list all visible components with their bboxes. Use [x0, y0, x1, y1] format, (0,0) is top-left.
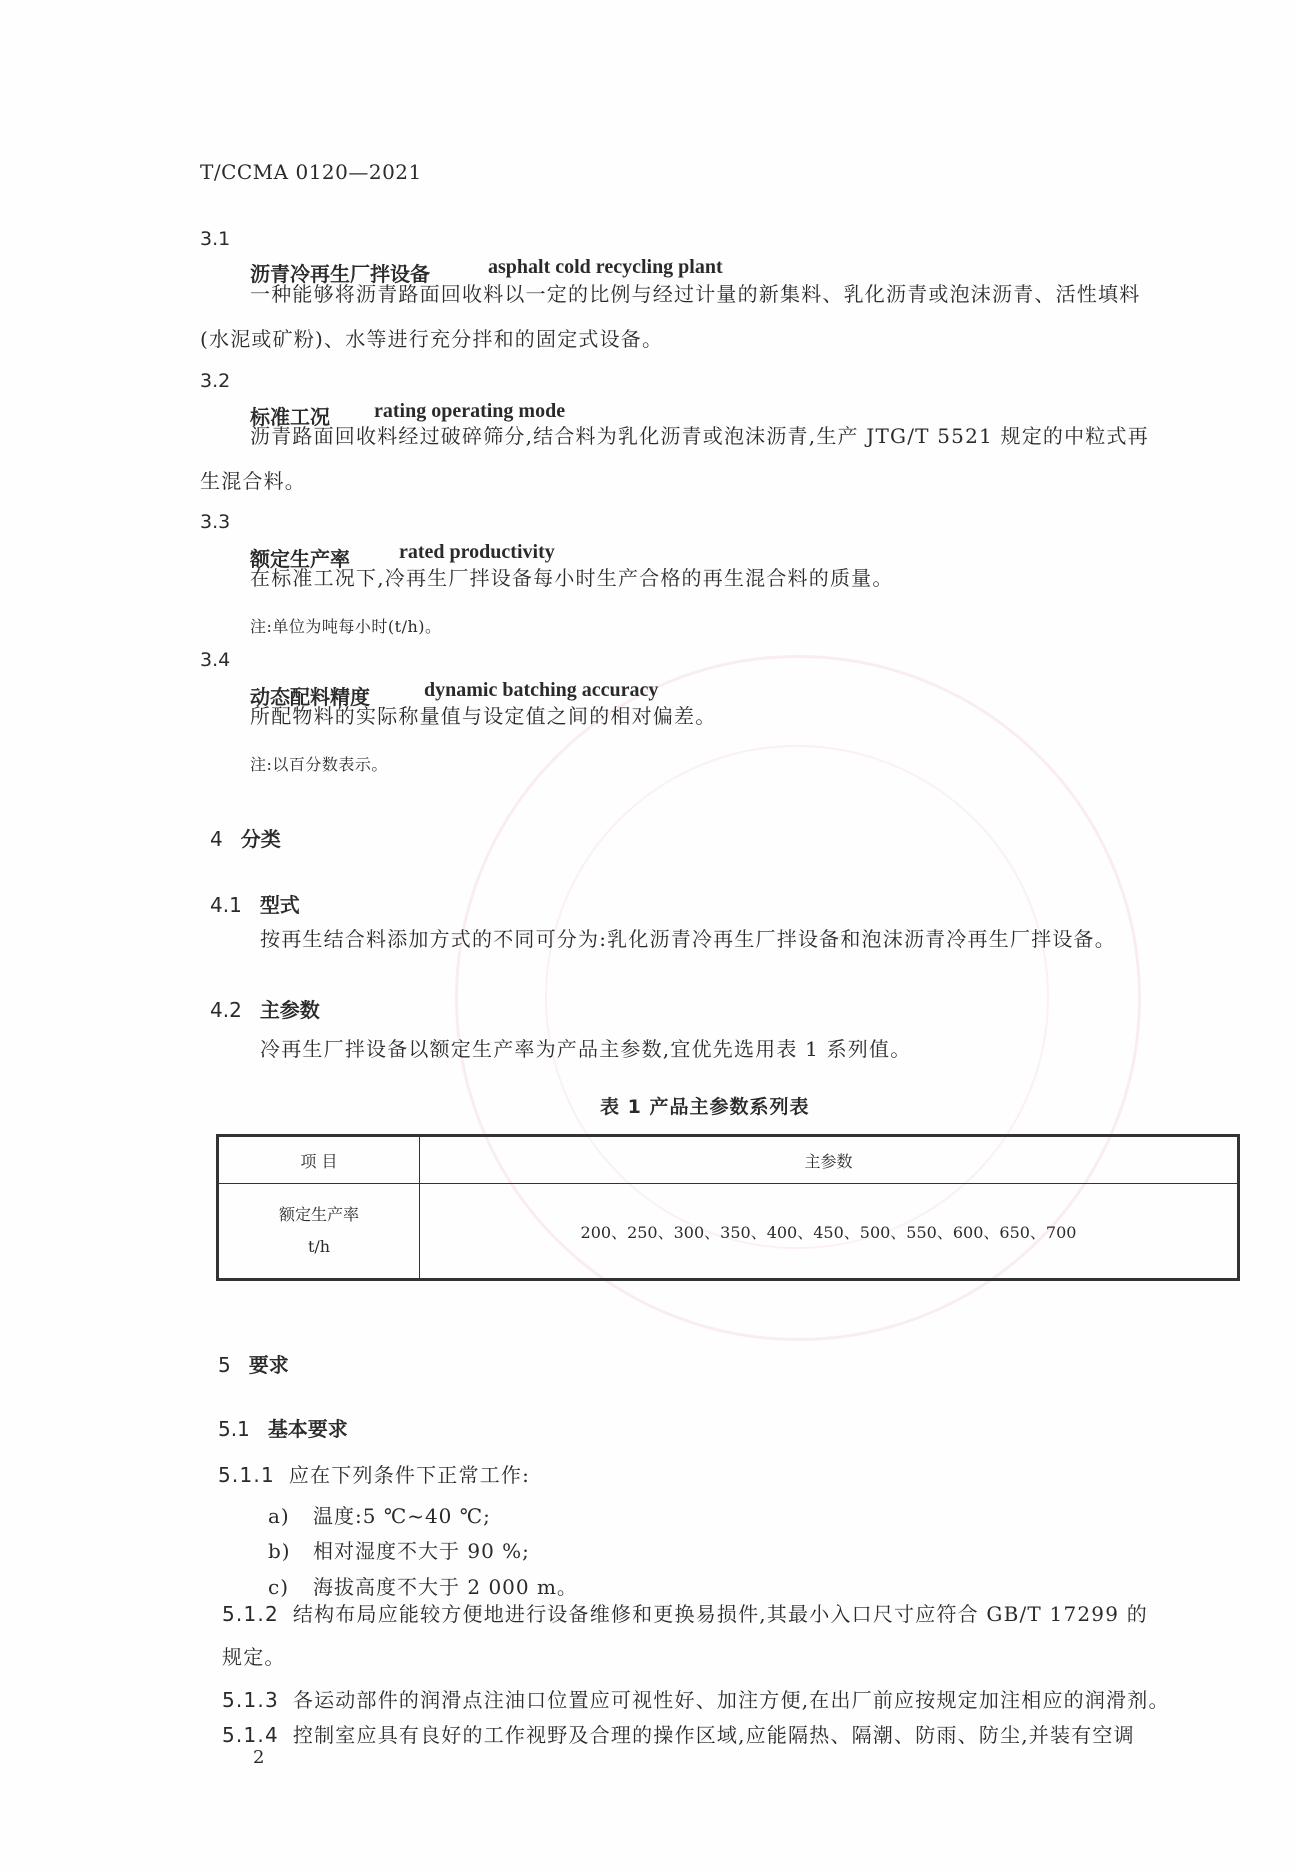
section-number: 5.1 — [218, 1417, 250, 1441]
note: 注:单位为吨每小时(t/h)。 — [250, 617, 442, 636]
clause — [222, 1712, 1135, 1758]
section-heading — [218, 1413, 348, 1442]
definition-line: 沥青路面回收料经过破碎筛分,结合料为乳化沥青或泡沫沥青,生产 JTG/T 5521 规定的中粒式再 — [250, 424, 1149, 448]
table-header-cell: 项 目 — [218, 1136, 420, 1184]
section-number: 4.1 — [210, 893, 242, 917]
list-text: 海拔高度不大于 2 000 m。 — [313, 1575, 578, 1599]
section-number: 4.2 — [210, 998, 242, 1022]
clause-text: 应在下列条件下正常工作: — [288, 1463, 531, 1487]
clause-number: 5.1.2 — [222, 1602, 279, 1626]
definition-line: (水泥或矿粉)、水等进行充分拌和的固定式设备。 — [200, 327, 664, 351]
paragraph: 按再生结合料添加方式的不同可分为:乳化沥青冷再生厂拌设备和泡沫沥青冷再生厂拌设备。 — [260, 927, 1116, 951]
section-title: 主参数 — [259, 998, 320, 1022]
definition-line: 在标准工况下,冷再生厂拌设备每小时生产合格的再生混合料的质量。 — [250, 566, 894, 590]
list-label: c) — [268, 1575, 290, 1599]
parameter-table — [216, 1134, 1240, 1281]
list-item — [268, 1500, 491, 1529]
clause-number: 3.3 — [200, 511, 231, 533]
clause-text: 结构布局应能较方便地进行设备维修和更换易损件,其最小入口尺寸应符合 GB/T 17299 的 — [292, 1602, 1148, 1626]
section-title: 分类 — [240, 827, 281, 851]
table-cell: 200、250、300、350、400、450、500、550、600、650、700 — [420, 1184, 1239, 1280]
note: 注:以百分数表示。 — [250, 755, 388, 774]
term-zh: 动态配料精度 — [250, 685, 370, 709]
term-zh: 沥青冷再生厂拌设备 — [250, 262, 430, 286]
table-row — [218, 1184, 1239, 1280]
standard-header: T/CCMA 0120—2021 — [200, 160, 422, 184]
paragraph: 冷再生厂拌设备以额定生产率为产品主参数,宜优先选用表 1 系列值。 — [260, 1037, 912, 1061]
clause-number: 3.4 — [200, 649, 231, 671]
clause-number: 3.1 — [200, 228, 231, 250]
row-unit: t/h — [307, 1237, 331, 1256]
term-en: rated productivity — [399, 541, 555, 563]
definition-line: 所配物料的实际称量值与设定值之间的相对偏差。 — [250, 704, 717, 728]
section-number: 4 — [210, 827, 223, 851]
section-heading — [210, 823, 281, 852]
clause-text: 各运动部件的润滑点注油口位置应可视性好、加注方便,在出厂前应按规定加注相应的润滑剂。 — [292, 1688, 1170, 1712]
table-header-cell: 主参数 — [420, 1136, 1239, 1184]
term-en: rating operating mode — [374, 400, 566, 422]
clause-number: 5.1.4 — [222, 1723, 279, 1747]
table-cell — [218, 1184, 420, 1280]
list-label: b) — [268, 1539, 291, 1563]
section-title: 基本要求 — [267, 1417, 348, 1441]
list-text: 温度:5 ℃~40 ℃; — [313, 1504, 491, 1528]
term-zh: 额定生产率 — [250, 547, 350, 571]
clause-number: 3.2 — [200, 370, 231, 392]
page-number: 2 — [253, 1747, 265, 1768]
list-text: 相对湿度不大于 90 %; — [313, 1539, 530, 1563]
section-number: 5 — [218, 1353, 231, 1377]
definition-line: 生混合料。 — [200, 469, 306, 493]
clause-number: 5.1.1 — [218, 1463, 275, 1487]
section-title: 要求 — [248, 1353, 289, 1377]
clause-number: 5.1.3 — [222, 1688, 279, 1712]
row-label: 额定生产率 — [278, 1205, 359, 1224]
section-heading — [210, 889, 300, 918]
table-caption: 表 1 产品主参数系列表 — [600, 1096, 810, 1118]
list-label: a) — [268, 1504, 290, 1528]
term-zh: 标准工况 — [250, 405, 330, 429]
section-heading — [218, 1349, 289, 1378]
clause — [218, 1452, 530, 1498]
definition-line: 一种能够将沥青路面回收料以一定的比例与经过计量的新集料、乳化沥青或泡沫沥青、活性填料 — [250, 282, 1141, 306]
term-en: asphalt cold recycling plant — [488, 256, 723, 278]
section-title: 型式 — [259, 893, 300, 917]
table-header-row — [218, 1136, 1239, 1184]
clause — [222, 1591, 1148, 1637]
term-en: dynamic batching accuracy — [424, 679, 659, 701]
list-item — [268, 1535, 530, 1564]
section-heading — [210, 994, 320, 1023]
clause-continuation: 规定。 — [222, 1645, 286, 1669]
clause-text: 控制室应具有良好的工作视野及合理的操作区域,应能隔热、隔潮、防雨、防尘,并装有空调 — [292, 1723, 1135, 1747]
